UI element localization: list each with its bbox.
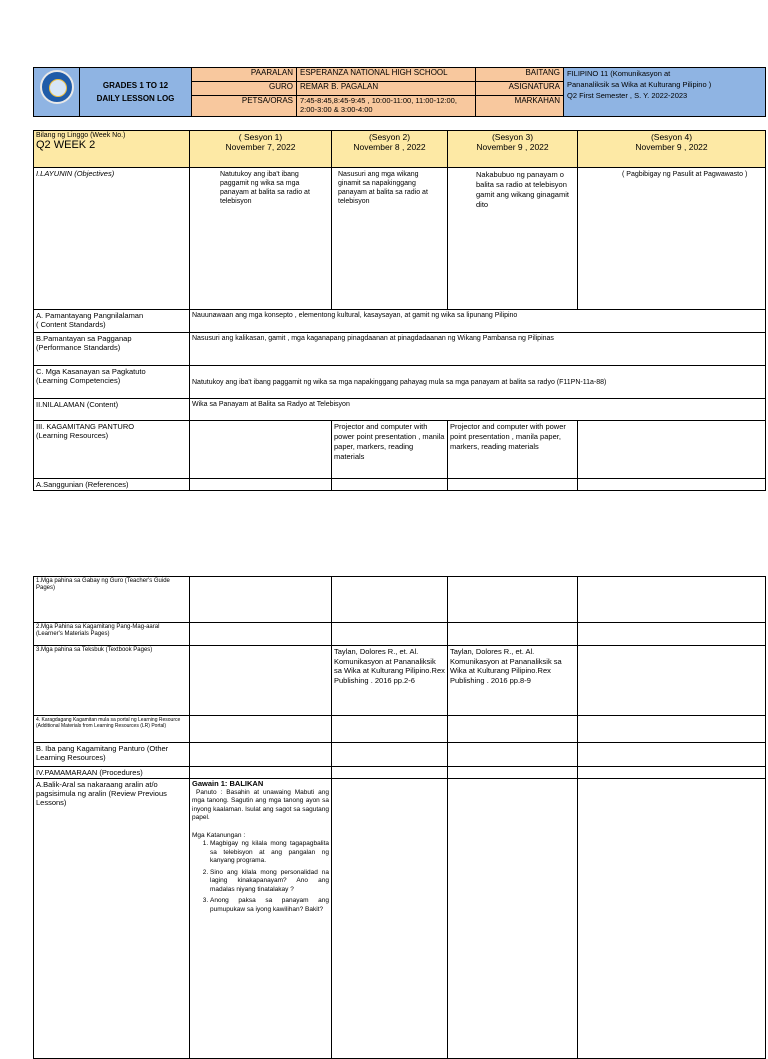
session-4-header	[578, 131, 766, 168]
title-line-2: DAILY LESSON LOG	[96, 94, 175, 103]
layunin-s2: Nasusuri ang mga wikang ginamit sa napakinggang panayam at balita sa radio at telebisyon	[332, 168, 448, 310]
session-2-header	[332, 131, 448, 168]
content-standards-label-1: A. Pamantayang Pangnilalaman	[36, 311, 144, 320]
lm-s3	[448, 623, 578, 646]
performance-standards-label-1: B.Pamantayan sa Pagganap	[36, 334, 132, 343]
content-standards-label-2: ( Content Standards)	[36, 320, 106, 329]
other-resources-label: B. Iba pang Kagamitang Panturo (Other Learning Resources)	[34, 743, 190, 767]
paaralan-value: ESPERANZA NATIONAL HIGH SCHOOL	[297, 68, 476, 82]
tg-s1	[190, 577, 332, 623]
references-s3	[448, 479, 578, 491]
tb-s4	[578, 646, 766, 716]
session-3-title: (Sesyon 3)	[491, 132, 534, 142]
proc-s1	[190, 767, 332, 779]
session-1-date: November 7, 2022	[225, 142, 296, 152]
session-4-title: (Sesyon 4)	[650, 132, 693, 142]
session-3-date: November 9 , 2022	[476, 142, 549, 152]
layunin-label: I.LAYUNIN (Objectives)	[34, 168, 190, 310]
session-1-header	[190, 131, 332, 168]
lr-s4	[578, 716, 766, 743]
lesson-table-2	[33, 576, 766, 1059]
header-table	[33, 67, 766, 117]
proc-s3	[448, 767, 578, 779]
session-4-date: November 9 , 2022	[635, 142, 708, 152]
resources-s3: Projector and computer with power point presentation , manila paper, markers, reading materials	[448, 421, 578, 479]
subject-line-2: Pananaliksik sa Wika at Kulturang Pilipino )	[567, 80, 712, 89]
session-2-date: November 8 , 2022	[353, 142, 426, 152]
lm-s1	[190, 623, 332, 646]
markahan-label: MARKAHAN	[476, 96, 564, 117]
gawain-title: Gawain 1: BALIKAN	[192, 779, 264, 788]
petsa-label: PETSA/ORAS	[192, 96, 297, 117]
week-label: Bilang ng Linggo (Week No.)	[36, 132, 126, 139]
question-item: 2. Sino ang kilala mong personalidad na laging kinakapanayam? Ano ang madalas niyang tinatalakay ?	[210, 869, 329, 895]
tg-s4	[578, 577, 766, 623]
lr-s2	[332, 716, 448, 743]
deped-logo-cell	[34, 68, 80, 117]
other-s1	[190, 743, 332, 767]
lm-pages-label: 2.Mga Pahina sa Kagamitang Pang-Mag-aaral (Learner's Materials Pages)	[34, 623, 190, 646]
lesson-table-1	[33, 130, 766, 491]
question-item: 3. Anong paksa sa panayam ang pumupukaw sa iyong kawilihan? Bakit?	[210, 897, 329, 914]
review-label: A.Balik-Aral sa nakaraang aralin at/o pagsisimula ng aralin (Review Previous Lessons)	[34, 779, 190, 1059]
resources-label-2: (Learning Resources)	[36, 431, 109, 440]
resources-s1	[190, 421, 332, 479]
tb-s2: Taylan, Dolores R., et. Al. Komunikasyon at Pananaliksik sa Wika at Kulturang Pilipino.Rex Publishing . 2016 pp.2-6	[332, 646, 448, 716]
panuto-text: Panuto : Basahin at unawaing Mabuti ang mga tanong. Sagutin ang mga tanong ayon sa inyong kaalaman. Isulat ang sagot sa sagutang papel.	[192, 788, 329, 821]
other-s4	[578, 743, 766, 767]
performance-standards-value: Nasusuri ang kalikasan, gamit , mga kaganapang pinagdaanan at pinagdadaanan ng Wikang Pambansa ng Pilipinas	[190, 333, 766, 366]
resources-label-1: III. KAGAMITANG PANTURO	[36, 422, 135, 431]
lm-s4	[578, 623, 766, 646]
lr-portal-label: 4. Karagdagang Kagamitan mula sa portal ng Learning Resource (Additional Materials from Learning Resources (LR) Portal)	[34, 716, 190, 743]
proc-s4	[578, 767, 766, 779]
references-s4	[578, 479, 766, 491]
subject-line-1: FILIPINO 11 (Komunikasyon at	[567, 69, 671, 78]
content-label: II.NILALAMAN (Content)	[34, 399, 190, 421]
subject-line-3: Q2 First Semester , S. Y. 2022-2023	[567, 91, 688, 100]
resources-label	[34, 421, 190, 479]
lm-s2	[332, 623, 448, 646]
katanungan-label: Mga Katanungan :	[192, 831, 246, 839]
references-s2	[332, 479, 448, 491]
week-value: Q2 WEEK 2	[36, 139, 96, 151]
competencies-label-1: C. Mga Kasanayan sa Pagkatuto	[36, 367, 146, 376]
tb-s1	[190, 646, 332, 716]
question-list	[192, 840, 329, 914]
session-1-title: ( Sesyon 1)	[238, 132, 283, 142]
question-item: 1. Magbigay ng kilala mong tagapagbalita sa telebisyon at ang pangalan ng kanyang programa.	[210, 840, 329, 866]
content-standards-label	[34, 310, 190, 333]
resources-s4	[578, 421, 766, 479]
performance-standards-label-2: (Performance Standards)	[36, 343, 121, 352]
lr-s3	[448, 716, 578, 743]
competencies-label-2: (Learning Competencies)	[36, 376, 121, 385]
review-s3	[448, 779, 578, 1059]
lr-s1	[190, 716, 332, 743]
layunin-s3: Nakabubuo ng panayam o balita sa radio at telebisyon gamit ang wikang ginagamit dito	[448, 168, 578, 310]
week-cell	[34, 131, 190, 168]
tg-pages-label: 1.Mga pahina sa Gabay ng Guro (Teacher's Guide Pages)	[34, 577, 190, 623]
petsa-value: 7:45-8:45,8:45-9:45 , 10:00-11:00, 11:00-12:00, 2:00-3:00 & 3:00-4:00	[297, 96, 476, 117]
tg-s2	[332, 577, 448, 623]
subject-info	[564, 68, 766, 117]
resources-s2: Projector and computer with power point presentation , manila paper, markers, reading materials	[332, 421, 448, 479]
content-standards-value: Nauunawaan ang mga konsepto , elementong kultural, kasaysayan, at gamit ng wika sa lipunang Pilipino	[190, 310, 766, 333]
layunin-s4: ( Pagbibigay ng Pasulit at Pagwawasto )	[578, 168, 766, 310]
layunin-s1: Natutukoy ang iba't ibang paggamit ng wika sa mga panayam at balita sa radio at telebisyon	[190, 168, 332, 310]
performance-standards-label	[34, 333, 190, 366]
tg-s3	[448, 577, 578, 623]
baitang-label: BAITANG	[476, 68, 564, 82]
guro-label: GURO	[192, 82, 297, 96]
other-s3	[448, 743, 578, 767]
procedures-label: IV.PAMAMARAAN (Procedures)	[34, 767, 190, 779]
review-s2	[332, 779, 448, 1059]
asignatura-label: ASIGNATURA	[476, 82, 564, 96]
tb-pages-label: 3.Mga pahina sa Teksbuk (Textbook Pages)	[34, 646, 190, 716]
title-line-1: GRADES 1 TO 12	[102, 81, 169, 90]
references-s1	[190, 479, 332, 491]
session-2-title: (Sesyon 2)	[368, 132, 411, 142]
paaralan-label: PAARALAN	[192, 68, 297, 82]
other-s2	[332, 743, 448, 767]
deped-seal-icon	[40, 70, 74, 104]
references-label: A.Sanggunian (References)	[34, 479, 190, 491]
tb-s3: Taylan, Dolores R., et. Al. Komunikasyon at Pananaliksik sa Wika at Kulturang Pilipino.Rex Publishing . 2016 pp.8-9	[448, 646, 578, 716]
dll-title	[80, 68, 192, 117]
review-s1	[190, 779, 332, 1059]
review-s4	[578, 779, 766, 1059]
content-value: Wika sa Panayam at Balita sa Radyo at Telebisyon	[190, 399, 766, 421]
guro-value: REMAR B. PAGALAN	[297, 82, 476, 96]
proc-s2	[332, 767, 448, 779]
session-3-header	[448, 131, 578, 168]
competencies-value: Natutukoy ang iba't ibang paggamit ng wika sa mga napakinggang pahayag mula sa mga panayam at balita sa radyo (F11PN-11a-88)	[190, 366, 766, 399]
competencies-label	[34, 366, 190, 399]
